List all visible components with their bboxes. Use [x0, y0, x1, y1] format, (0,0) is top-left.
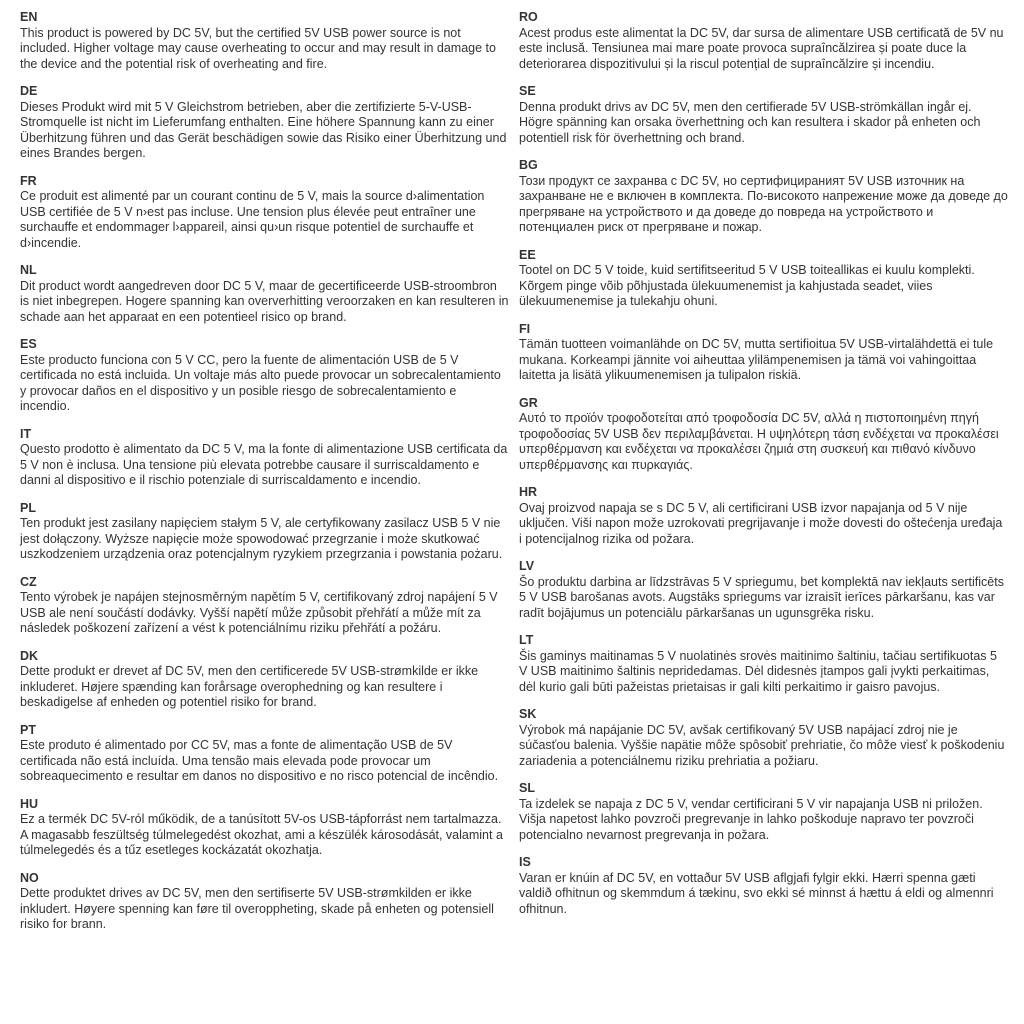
language-text: Dieses Produkt wird mit 5 V Gleichstrom betrieben, aber die zertifizierte 5-V-USB-Stromquelle ist nicht im Lieferumfang enthalten. Eine höhere Spannung kann zu einer Überhitzung führen und das Gerät beschädigen sowie das Risiko einer Überhitzung und eines Brandes bergen. — [20, 99, 507, 160]
language-text: Този продукт се захранва с DC 5V, но сертифицираният 5V USB източник на захранване не е включен в комплекта. По-високото напрежение може да доведе до прегряване на устройството и да доведе до повреда на устройството и потенциален риск от прегряване и пожар. — [519, 173, 1008, 234]
right-column — [519, 10, 1008, 945]
language-text: Denna produkt drivs av DC 5V, men den certifierade 5V USB-strömkällan ingår ej. Högre spänning kan orsaka överhettning och kan resultera i skador på enheten och potentiell risk för överhettning och brand. — [519, 99, 981, 145]
left-column — [20, 10, 509, 945]
language-code: LT — [519, 633, 534, 647]
language-section-nl — [20, 263, 509, 325]
language-section-ee — [519, 248, 1008, 310]
language-text: Výrobok má napájanie DC 5V, avšak certifikovaný 5V USB napájací zdroj nie je súčasťou balenia. Vyššie napätie môže spôsobiť prehriatie, čo môže viesť k poškodeniu zariadenia a potenciálnemu riziku prehriatia a požiaru. — [519, 722, 1005, 768]
language-code: GR — [519, 395, 538, 410]
language-text: Varan er knúin af DC 5V, en vottaður 5V USB aflgjafi fylgir ekki. Hærri spenna gæti valdið ofhitnun og skemmdum á tækinu, svo ekki sé minnst á hættu á eldi og almennri ofhitnun. — [519, 870, 994, 916]
language-section-se — [519, 84, 1008, 146]
language-section-lt — [519, 633, 1008, 695]
language-text: Tento výrobek je napájen stejnosměrným napětím 5 V, certifikovaný zdroj napájení 5 V USB ale není součástí dodávky. Vyšší napětí může způsobit přehřátí a může mít za následek poškození zařízení a vést k potenciálnímu riziku přehřátí a požáru. — [20, 590, 498, 635]
language-code: EE — [519, 247, 536, 262]
language-text: Tämän tuotteen voimanlähde on DC 5V, mutta sertifioitua 5V USB-virtalähdettä ei tule mukana. Korkeampi jännite voi aiheuttaa ylilämpenemisen ja tämä voi vahingoittaa laitetta ja lisätä ylikuumenemisen ja tulipalon riskiä. — [519, 337, 994, 382]
language-text: Acest produs este alimentat la DC 5V, dar sursa de alimentare USB certificată de 5V nu este inclusă. Tensiunea mai mare poate provoca supraîncălzirea și poate duce la deteriorarea dispozitivului și la riscul potențial de supraîncălzire și incendiu. — [519, 25, 1004, 71]
language-text: Este producto funciona con 5 V CC, pero la fuente de alimentación USB de 5 V certificada no está incluida. Un voltaje más alto puede provocar un sobrecalentamiento y provocar daños en el dispositivo y un posible riesgo de sobrecalentamiento e incendio. — [20, 352, 501, 413]
language-code: BG — [519, 158, 538, 172]
language-section-fr — [20, 174, 509, 252]
language-section-es — [20, 337, 509, 415]
language-text: Este produto é alimentado por CC 5V, mas a fonte de alimentação USB de 5V certificada não está incluída. Uma tensão mais elevada pode provocar um sobreaquecimento e resultar em danos no dispositivo e no risco potencial de incêndio. — [20, 738, 499, 783]
language-text: Dit product wordt aangedreven door DC 5 V, maar de gecertificeerde USB-stroombron is niet inbegrepen. Hogere spanning kan oververhitting veroorzaken en kan resulteren in schade aan het apparaat en een potentieel risico op brand. — [20, 278, 509, 324]
language-section-is — [519, 855, 1008, 917]
language-code: FI — [519, 321, 531, 336]
language-section-fi — [519, 322, 1008, 384]
language-text: Ten produkt jest zasilany napięciem stałym 5 V, ale certyfikowany zasilacz USB 5 V nie jest dołączony. Wyższe napięcie może spowodować przegrzanie i może skutkować uszkodzeniem urządzenia oraz potencjalnym ryzykiem przegrzania i powstania pożaru. — [20, 516, 503, 561]
language-code: HR — [519, 485, 538, 499]
language-section-cz — [20, 575, 509, 637]
language-text: Ez a termék DC 5V-ról működik, de a tanúsított 5V-os USB-tápforrást nem tartalmazza. A magasabb feszültség túlmelegedést okozhat, ami a készülék károsodását, valamint a túlmelegedés és a tűz esetleges kockázatát okozhatja. — [20, 812, 503, 857]
language-section-pl — [20, 501, 509, 563]
language-text: Šo produktu darbina ar līdzstrāvas 5 V spriegumu, bet komplektā nav iekļauts sertificēts 5 V USB barošanas avots. Augstāks spriegums var izraisīt ierīces pārkaršanu, kas var radīt bojājumus un potenciālu pārkaršanas un ugunsgrēka risku. — [519, 574, 1004, 620]
language-code: DK — [20, 648, 39, 663]
language-section-no — [20, 871, 509, 933]
language-code: PL — [20, 500, 36, 515]
language-code: IS — [519, 855, 531, 869]
language-code: SL — [519, 781, 535, 795]
language-section-bg — [519, 158, 1008, 236]
language-code: ES — [20, 337, 37, 351]
language-section-sk — [519, 707, 1008, 769]
language-section-ro — [519, 10, 1008, 72]
language-text: Questo prodotto è alimentato da DC 5 V, ma la fonte di alimentazione USB certificata da 5 V non è inclusa. Una tensione più elevata potrebbe causare il surriscaldamento e danni al dispositivo e il rischio potenziale di surriscaldamento e incendio. — [20, 442, 508, 487]
language-section-de — [20, 84, 509, 162]
language-code: NO — [20, 870, 39, 885]
language-text: Dette produkt er drevet af DC 5V, men den certificerede 5V USB-strømkilde er ikke inkluderet. Højere spænding kan forårsage overophedning og kan resultere i beskadigelse af enheden og potentiel risiko for brand. — [20, 664, 479, 709]
language-code: HU — [20, 796, 39, 811]
language-code: IT — [20, 426, 32, 441]
language-text: Ovaj proizvod napaja se s DC 5 V, ali certificirani USB izvor napajanja od 5 V nije uključen. Viši napon može uzrokovati pregrijavanje i može dovesti do oštećenja uređaja i potencijalnog rizika od požara. — [519, 500, 1003, 546]
language-text: Tootel on DC 5 V toide, kuid sertifitseeritud 5 V USB toiteallikas ei kuulu komplekti. Kõrgem pinge võib põhjustada ülekuumenemist ja kahjustada seadet, viies ülekuumenemise ja tulekahju ohuni. — [519, 263, 975, 308]
language-section-hr — [519, 485, 1008, 547]
language-section-hu — [20, 797, 509, 859]
language-code: SK — [519, 707, 537, 721]
language-section-gr — [519, 396, 1008, 474]
language-text: This product is powered by DC 5V, but the certified 5V USB power source is not included. Higher voltage may cause overheating to occur and may result in damage to the device and the potential risk of overheating and fire. — [20, 25, 496, 71]
language-code: FR — [20, 173, 37, 188]
language-text: Ta izdelek se napaja z DC 5 V, vendar certificirani 5 V vir napajanja USB ni priložen. Višja napetost lahko povzroči pregrevanje in lahko poškoduje napravo ter povzroči potencialno nevarnost pregrevanja in požara. — [519, 796, 983, 842]
language-section-sl — [519, 781, 1008, 843]
language-code: CZ — [20, 574, 37, 589]
language-code: EN — [20, 10, 38, 24]
language-code: NL — [20, 263, 37, 277]
language-text: Αυτό το προϊόν τροφοδοτείται από τροφοδοσία DC 5V, αλλά η πιστοποιημένη πηγή τροφοδοσίας 5V USB δεν περιλαμβάνεται. Η υψηλότερη τάση ενδέχεται να προκαλέσει υπερθέρμανση και ενδέχεται να προκαλέσει ζημιά στη συσκευή και πιθανό κίνδυνο υπερθέρμανσης και πυρκαγιάς. — [519, 411, 999, 472]
language-code: RO — [519, 10, 538, 24]
language-section-lv — [519, 559, 1008, 621]
language-section-it — [20, 427, 509, 489]
language-text: Dette produktet drives av DC 5V, men den sertifiserte 5V USB-strømkilden er ikke inkludert. Høyere spenning kan føre til overoppheting, skade på enheten og potensiell risiko for brann. — [20, 886, 494, 931]
language-code: LV — [519, 559, 535, 573]
language-text: Šis gaminys maitinamas 5 V nuolatinės srovės maitinimo šaltiniu, tačiau sertifikuotas 5 V USB maitinimo šaltinis nepridedamas. Dėl didesnės įtampos gali įvykti perkaitimas, dėl kurio gali būti pažeistas prietaisas ir gali kilti perkaitimo ir gaisro pavojus. — [519, 648, 997, 694]
language-code: SE — [519, 84, 536, 98]
language-code: PT — [20, 722, 36, 737]
language-section-pt — [20, 723, 509, 785]
language-section-en — [20, 10, 509, 72]
language-section-dk — [20, 649, 509, 711]
language-code: DE — [20, 84, 38, 98]
language-text: Ce produit est alimenté par un courant continu de 5 V, mais la source d›alimentation USB certifiée de 5 V n›est pas incluse. Une tension plus élevée peut entraîner une surchauffe et endommager l›appareil, ainsi qu›un risque potentiel de surchauffe et d›incendie. — [20, 189, 485, 250]
